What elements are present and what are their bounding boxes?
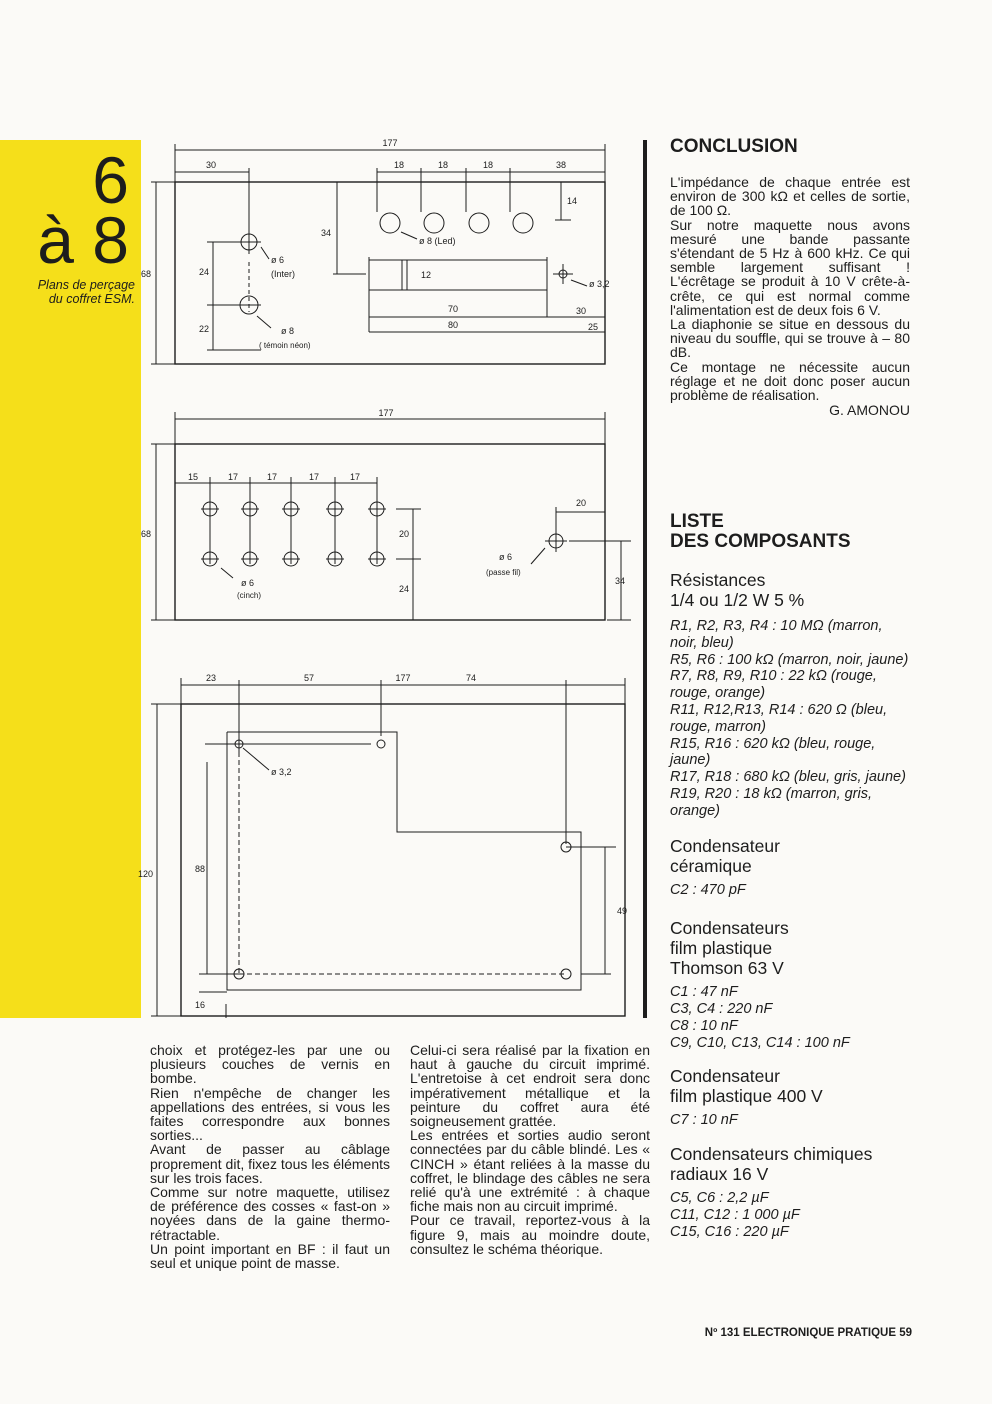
dim-label: 30 <box>205 160 217 170</box>
conclusion-heading: CONCLUSION <box>670 136 798 157</box>
resistances-heading: Résistances <box>670 570 766 590</box>
figure-caption <box>5 278 135 306</box>
film63-heading: Condensateurs <box>670 918 789 939</box>
panel-3-outline <box>181 704 628 1016</box>
panel-1-outline <box>175 182 605 364</box>
body-paragraph: choix et protégez-les par une ou plusieurs couches de vernis en bombe. <box>150 1042 390 1087</box>
dim-label: 49 <box>617 906 628 916</box>
figure-band <box>0 140 141 1018</box>
dim-label: 120 <box>137 869 153 879</box>
hole-label: ( témoin néon) <box>259 341 311 350</box>
dim-label: 18 <box>437 160 449 170</box>
dim-label: 14 <box>567 196 578 206</box>
dim-label: 30 <box>575 306 587 316</box>
component-item: R1, R2, R3, R4 : 10 MΩ (marron, noir, bleu) <box>670 618 883 651</box>
dim-label: 38 <box>555 160 567 170</box>
components-heading-line1: LISTE <box>670 511 724 532</box>
conclusion-paragraph: L'impédance de chaque entrée est environ de 300 kΩ et celles de sortie, de 100 Ω. <box>670 174 910 219</box>
film400-heading: Condensateur <box>670 1065 780 1086</box>
component-item: C3, C4 : 220 nF <box>670 1001 773 1018</box>
figure-caption-line1: Plans de perçage <box>37 278 135 292</box>
component-item: C8 : 10 nF <box>670 1017 738 1034</box>
dim-label: 18 <box>393 160 405 170</box>
conclusion-paragraph: Ce montage ne nécessite aucun réglage et ne doit donc poser aucun problème de réalisation. <box>670 358 910 404</box>
body-paragraph: Les entrées et sorties audio seront connectées par du câble blindé. Les « CINCH » étant reliées à la masse du coffret, le blindage des câbles ne sera relié qu'à une extrémité : à chaque fiche mais non au circuit imprimé. <box>410 1127 650 1215</box>
hole-label: ø 3,2 <box>589 279 610 289</box>
hole-label: ø 6 <box>271 255 285 265</box>
hole-label: (Inter) <box>271 269 296 279</box>
hole-label: ø 6 <box>241 578 255 588</box>
page-footer: Nº 131 ELECTRONIQUE PRATIQUE 59 <box>704 1327 912 1339</box>
dim-label: 12 <box>421 270 432 280</box>
body-paragraph: Un point important en BF : il faut un seul et unique point de masse. <box>150 1240 390 1272</box>
dim-label: 34 <box>614 576 625 586</box>
dim-label: 57 <box>303 673 315 683</box>
dim-label: 177 <box>378 408 394 418</box>
film400-subheading: film plastique 400 V <box>670 1085 823 1106</box>
component-item: R7, R8, R9, R10 : 22 kΩ (rouge, rouge, orange) <box>670 668 877 702</box>
component-item: R5, R6 : 100 kΩ (marron, noir, jaune) <box>670 651 909 668</box>
component-item: C11, C12 : 1 000 µF <box>670 1207 800 1224</box>
ceramic-heading: Condensateur <box>670 835 780 856</box>
body-paragraph: Avant de passer au câblage proprement dit, fixez tous les éléments sur les trois faces. <box>150 1141 390 1186</box>
author-signature: G. AMONOU <box>829 402 910 419</box>
body-paragraph: Rien n'empêche de changer les appellations des entrées, si vous les faites correspondre aux bonnes sorties... <box>150 1084 390 1144</box>
dim-label: 34 <box>320 228 331 238</box>
dim-label: 68 <box>140 529 151 539</box>
dim-label: 25 <box>587 322 599 332</box>
dim-label: 177 <box>395 673 411 683</box>
hole-label: ø 3,2 <box>271 767 292 777</box>
dim-label: 88 <box>194 864 205 874</box>
dim-label: 20 <box>575 498 587 508</box>
component-item: C7 : 10 nF <box>670 1111 738 1128</box>
hole-label: (cinch) <box>237 591 262 600</box>
component-item: C15, C16 : 220 µF <box>670 1223 789 1240</box>
component-item: R15, R16 : 620 kΩ (bleu, rouge, jaune) <box>670 735 876 769</box>
figure-caption-line2: du coffret ESM. <box>48 292 135 306</box>
ceramic-subheading: céramique <box>670 855 752 876</box>
dim-label: 80 <box>447 320 459 330</box>
hole-label: ø 6 <box>499 552 513 562</box>
dim-label: 17 <box>308 472 320 482</box>
conclusion-paragraph: La diaphonie se situe en dessous du niveau du souffle, qui se trouve à – 80 dB. <box>670 316 910 361</box>
dim-label: 24 <box>398 584 409 594</box>
body-paragraph: Comme sur notre maquette, utilisez de préférence des cosses « fast-on » noyées dans de la gaine thermo-rétractable. <box>150 1184 390 1243</box>
figure-number-bottom: à 8 <box>37 203 129 277</box>
dim-label: 16 <box>194 1000 205 1010</box>
conclusion-section <box>670 137 910 418</box>
resistances-subheading: 1/4 ou 1/2 W 5 % <box>670 590 805 610</box>
column-rule <box>643 140 647 1018</box>
dim-label: 70 <box>447 304 459 314</box>
dim-label: 23 <box>205 673 217 683</box>
chemical-heading: Condensateurs chimiques <box>670 1144 873 1165</box>
component-item: R17, R18 : 680 kΩ (bleu, gris, jaune) <box>670 769 906 786</box>
dim-label: 17 <box>266 472 278 482</box>
component-item: R19, R20 : 18 kΩ (marron, gris, orange) <box>670 785 873 819</box>
body-column-2 <box>410 1043 650 1256</box>
chemical-subheading: radiaux 16 V <box>670 1164 769 1185</box>
dim-label: 18 <box>482 160 494 170</box>
component-item: C1 : 47 nF <box>670 984 738 1001</box>
dim-label: 15 <box>187 472 199 482</box>
dim-label: 20 <box>398 529 409 539</box>
hole-label: ø 8 (Led) <box>419 236 456 246</box>
body-column-1 <box>150 1043 390 1270</box>
film63-subheading: film plastique <box>670 938 773 959</box>
figure-number <box>37 143 129 277</box>
component-item: C9, C10, C13, C14 : 100 nF <box>670 1034 850 1051</box>
dim-label: 68 <box>140 269 151 279</box>
dim-label: 17 <box>227 472 239 482</box>
components-list <box>670 512 910 1241</box>
hole-label: ø 8 <box>281 326 295 336</box>
dim-label: 24 <box>198 267 209 277</box>
dim-label: 22 <box>198 324 209 334</box>
component-item: R11, R12,R13, R14 : 620 Ω (bleu, rouge, marron) <box>670 701 888 735</box>
components-heading-line2: DES COMPOSANTS <box>670 531 851 552</box>
dim-label: 17 <box>349 472 361 482</box>
component-item: C5, C6 : 2,2 µF <box>670 1190 769 1207</box>
dim-label: 177 <box>382 138 398 148</box>
film63-subheading-2: Thomson 63 V <box>670 958 784 979</box>
hole-label: (passe fil) <box>486 568 521 577</box>
figure-number-top: 6 <box>92 143 129 217</box>
drilling-plans-drawing <box>137 132 641 1022</box>
conclusion-paragraph: Sur notre maquette nous avons mesuré une bande passante s'étendant de 5 Hz à 600 kHz. Ce qui semble largement suffisant ! L'écrêtage se produit à 10 V crête-à-crête, ce qui est normal comme l'alimentation est de deux fois 6 V. <box>670 216 910 318</box>
body-paragraph: Celui-ci sera réalisé par la fixation en haut à gauche du circuit imprimé. L'entretoise à cet endroit sera donc impérativement métallique et la peinture du coffret aura été soigneusement grattée. <box>410 1042 650 1130</box>
body-paragraph: Pour ce travail, reportez-vous à la figure 9, mais au moindre doute, consultez le schéma théorique. <box>410 1212 650 1257</box>
component-item: C2 : 470 pF <box>670 881 746 898</box>
dim-label: 74 <box>465 673 477 683</box>
